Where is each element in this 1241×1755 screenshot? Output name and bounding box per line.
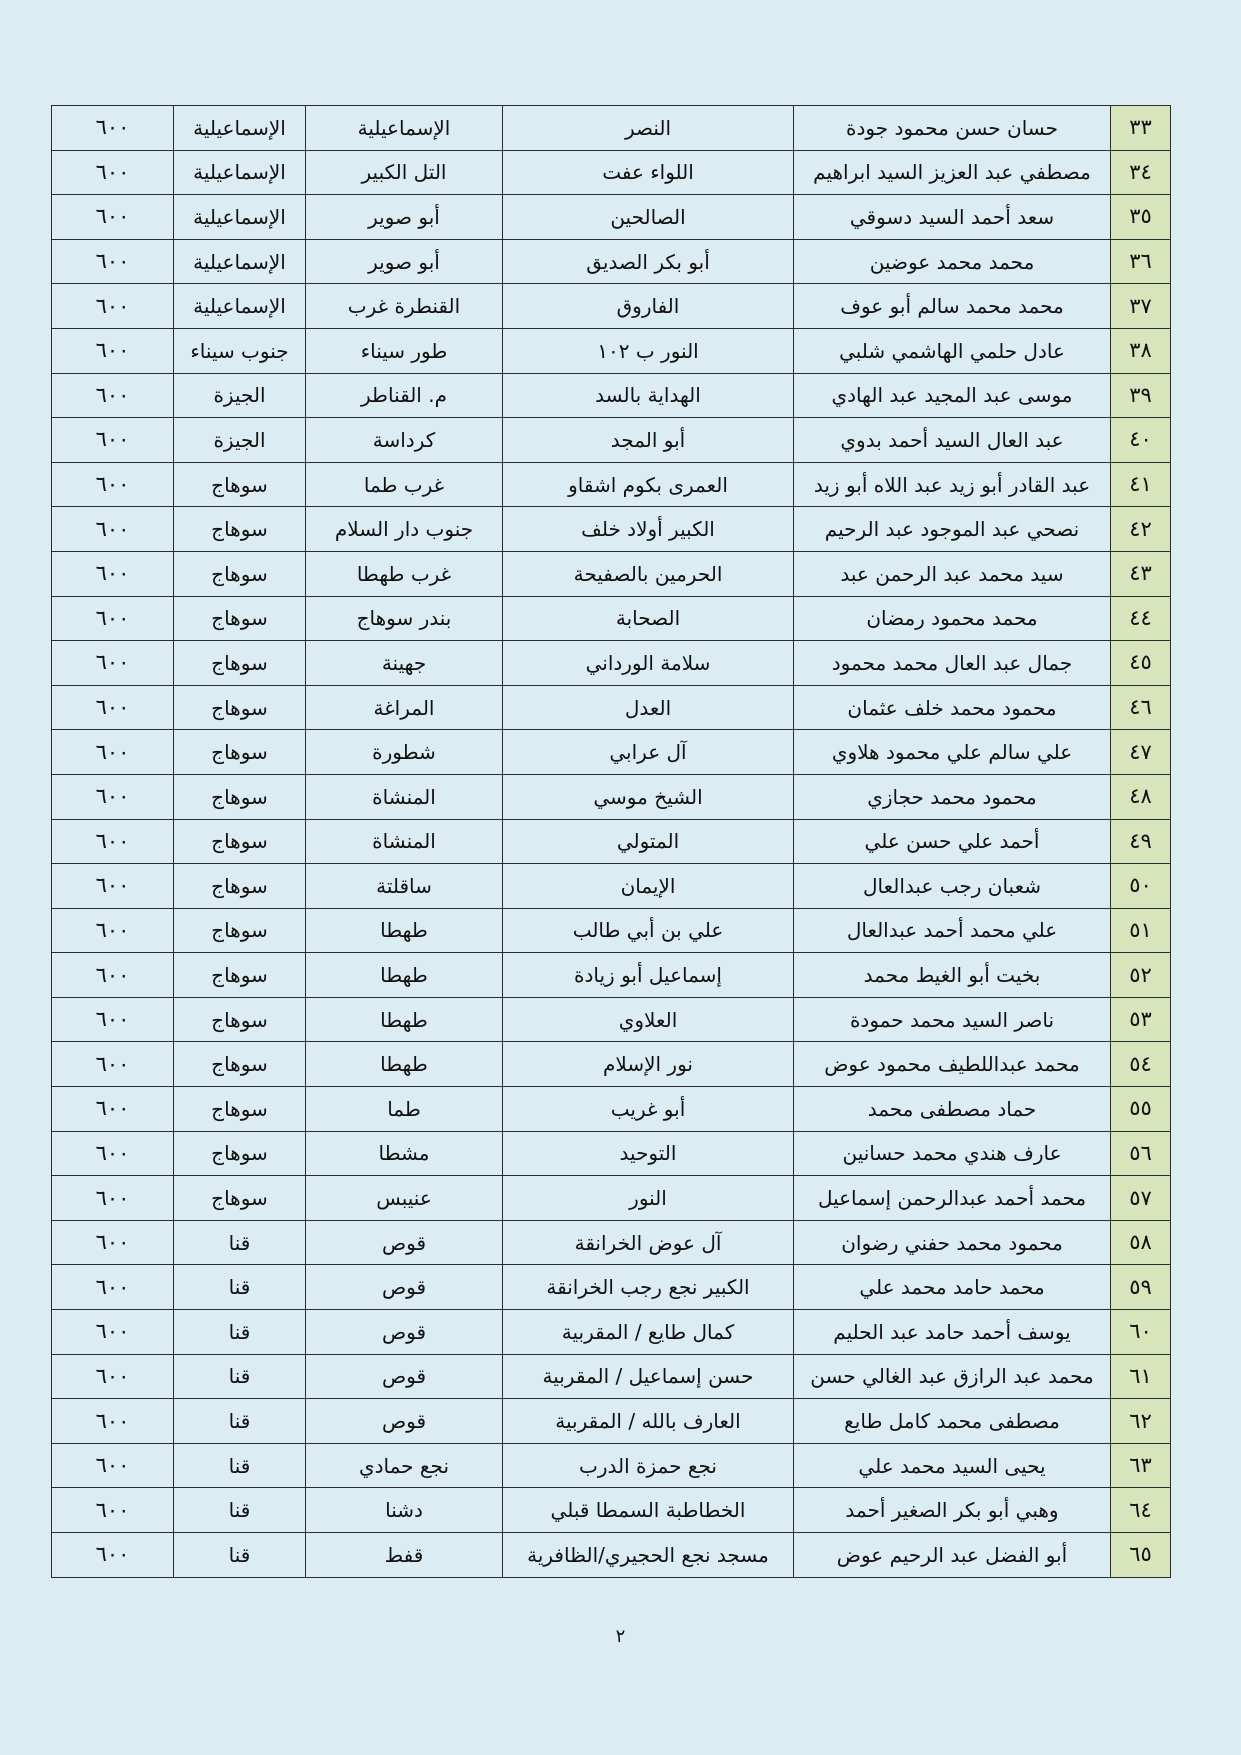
cell-imam-name: نصحي عبد الموجود عبد الرحيم xyxy=(794,507,1111,552)
cell-governorate: سوهاج xyxy=(174,507,306,552)
cell-governorate: قنا xyxy=(174,1533,306,1578)
cell-department: ساقلتة xyxy=(306,864,503,909)
table-row xyxy=(52,1220,1171,1265)
cell-imam-name: محمود محمد حفني رضوان xyxy=(794,1220,1111,1265)
cell-department: المنشاة xyxy=(306,819,503,864)
cell-imam-name: محمود محمد حجازي xyxy=(794,774,1111,819)
cell-governorate: سوهاج xyxy=(174,819,306,864)
cell-imam-name: عارف هندي محمد حسانين xyxy=(794,1131,1111,1176)
cell-department: نجع حمادي xyxy=(306,1443,503,1488)
cell-amount: ٦٠٠ xyxy=(52,1176,174,1221)
cell-imam-name: علي سالم علي محمود هلاوي xyxy=(794,730,1111,775)
cell-imam-name: سيد محمد عبد الرحمن عبد xyxy=(794,551,1111,596)
cell-department: التل الكبير xyxy=(306,150,503,195)
cell-amount: ٦٠٠ xyxy=(52,641,174,686)
cell-department: قوص xyxy=(306,1399,503,1444)
cell-imam-name: حماد مصطفى محمد xyxy=(794,1087,1111,1132)
cell-amount: ٦٠٠ xyxy=(52,106,174,151)
cell-serial-number: ٥٥ xyxy=(1111,1087,1171,1132)
cell-amount: ٦٠٠ xyxy=(52,1087,174,1132)
cell-governorate: سوهاج xyxy=(174,551,306,596)
cell-governorate: جنوب سيناء xyxy=(174,328,306,373)
cell-amount: ٦٠٠ xyxy=(52,730,174,775)
cell-serial-number: ٥١ xyxy=(1111,908,1171,953)
cell-serial-number: ٥٨ xyxy=(1111,1220,1171,1265)
table-row xyxy=(52,1354,1171,1399)
cell-serial-number: ٤٧ xyxy=(1111,730,1171,775)
cell-amount: ٦٠٠ xyxy=(52,1265,174,1310)
table-row xyxy=(52,284,1171,329)
cell-imam-name: أحمد علي حسن علي xyxy=(794,819,1111,864)
cell-serial-number: ٣٣ xyxy=(1111,106,1171,151)
cell-governorate: الإسماعيلية xyxy=(174,284,306,329)
cell-serial-number: ٤٢ xyxy=(1111,507,1171,552)
cell-mosque: الصحابة xyxy=(503,596,794,641)
cell-amount: ٦٠٠ xyxy=(52,596,174,641)
table-row xyxy=(52,953,1171,998)
cell-mosque: نجع حمزة الدرب xyxy=(503,1443,794,1488)
cell-amount: ٦٠٠ xyxy=(52,507,174,552)
cell-serial-number: ٤٤ xyxy=(1111,596,1171,641)
cell-department: طهطا xyxy=(306,1042,503,1087)
cell-governorate: سوهاج xyxy=(174,997,306,1042)
cell-amount: ٦٠٠ xyxy=(52,1042,174,1087)
cell-serial-number: ٤٥ xyxy=(1111,641,1171,686)
cell-imam-name: وهبي أبو بكر الصغير أحمد xyxy=(794,1488,1111,1533)
cell-governorate: سوهاج xyxy=(174,462,306,507)
table-row xyxy=(52,1533,1171,1578)
cell-imam-name: محمد محمد سالم أبو عوف xyxy=(794,284,1111,329)
cell-department: المنشاة xyxy=(306,774,503,819)
cell-imam-name: جمال عبد العال محمد محمود xyxy=(794,641,1111,686)
table-row xyxy=(52,1310,1171,1355)
table-row xyxy=(52,373,1171,418)
cell-amount: ٦٠٠ xyxy=(52,685,174,730)
page-number: ٢ xyxy=(615,1626,626,1647)
cell-imam-name: بخيت أبو الغيط محمد xyxy=(794,953,1111,998)
cell-imam-name: يوسف أحمد حامد عبد الحليم xyxy=(794,1310,1111,1355)
cell-imam-name: محمد محمد عوضين xyxy=(794,239,1111,284)
cell-amount: ٦٠٠ xyxy=(52,864,174,909)
table-row xyxy=(52,1042,1171,1087)
cell-imam-name: عبد القادر أبو زيد عبد اللاه أبو زيد xyxy=(794,462,1111,507)
cell-imam-name: مصطفي عبد العزيز السيد ابراهيم xyxy=(794,150,1111,195)
cell-mosque: الصالحين xyxy=(503,195,794,240)
cell-serial-number: ٥٣ xyxy=(1111,997,1171,1042)
table-row xyxy=(52,507,1171,552)
cell-governorate: سوهاج xyxy=(174,774,306,819)
cell-mosque: الفاروق xyxy=(503,284,794,329)
cell-serial-number: ٣٨ xyxy=(1111,328,1171,373)
table-row xyxy=(52,641,1171,686)
cell-governorate: الإسماعيلية xyxy=(174,150,306,195)
table-row xyxy=(52,195,1171,240)
cell-mosque: نور الإسلام xyxy=(503,1042,794,1087)
table-row xyxy=(52,1265,1171,1310)
cell-amount: ٦٠٠ xyxy=(52,462,174,507)
cell-mosque: آل عرابي xyxy=(503,730,794,775)
cell-governorate: سوهاج xyxy=(174,730,306,775)
cell-serial-number: ٤٦ xyxy=(1111,685,1171,730)
table-row xyxy=(52,1399,1171,1444)
cell-department: المراغة xyxy=(306,685,503,730)
cell-imam-name: عادل حلمي الهاشمي شلبي xyxy=(794,328,1111,373)
table-row xyxy=(52,462,1171,507)
cell-serial-number: ٦١ xyxy=(1111,1354,1171,1399)
cell-imam-name: سعد أحمد السيد دسوقي xyxy=(794,195,1111,240)
cell-mosque: مسجد نجع الحجيري/الظافرية xyxy=(503,1533,794,1578)
cell-amount: ٦٠٠ xyxy=(52,284,174,329)
cell-mosque: الهداية بالسد xyxy=(503,373,794,418)
table-row xyxy=(52,150,1171,195)
cell-mosque: العمرى بكوم اشقاو xyxy=(503,462,794,507)
cell-imam-name: محمود محمد خلف عثمان xyxy=(794,685,1111,730)
cell-department: أبو صوير xyxy=(306,195,503,240)
cell-imam-name: حسان حسن محمود جودة xyxy=(794,106,1111,151)
cell-mosque: أبو غريب xyxy=(503,1087,794,1132)
cell-amount: ٦٠٠ xyxy=(52,551,174,596)
table-row xyxy=(52,1176,1171,1221)
cell-mosque: النور ب ١٠٢ xyxy=(503,328,794,373)
cell-serial-number: ٤٠ xyxy=(1111,418,1171,463)
cell-serial-number: ٥٤ xyxy=(1111,1042,1171,1087)
cell-governorate: الإسماعيلية xyxy=(174,106,306,151)
cell-mosque: الكبير أولاد خلف xyxy=(503,507,794,552)
cell-governorate: الإسماعيلية xyxy=(174,195,306,240)
cell-department: بندر سوهاج xyxy=(306,596,503,641)
cell-serial-number: ٣٥ xyxy=(1111,195,1171,240)
imams-table xyxy=(51,105,1171,1578)
table-row xyxy=(52,239,1171,284)
cell-governorate: الإسماعيلية xyxy=(174,239,306,284)
table-row xyxy=(52,1443,1171,1488)
cell-mosque: علي بن أبي طالب xyxy=(503,908,794,953)
cell-department: جنوب دار السلام xyxy=(306,507,503,552)
cell-department: عنيبس xyxy=(306,1176,503,1221)
cell-amount: ٦٠٠ xyxy=(52,373,174,418)
cell-department: مشطا xyxy=(306,1131,503,1176)
cell-amount: ٦٠٠ xyxy=(52,195,174,240)
cell-department: قوص xyxy=(306,1354,503,1399)
cell-mosque: الحرمين بالصفيحة xyxy=(503,551,794,596)
cell-mosque: أبو المجد xyxy=(503,418,794,463)
cell-mosque: التوحيد xyxy=(503,1131,794,1176)
cell-mosque: النور xyxy=(503,1176,794,1221)
cell-imam-name: موسى عبد المجيد عبد الهادي xyxy=(794,373,1111,418)
cell-imam-name: علي محمد أحمد عبدالعال xyxy=(794,908,1111,953)
cell-serial-number: ٦٠ xyxy=(1111,1310,1171,1355)
cell-governorate: قنا xyxy=(174,1488,306,1533)
cell-amount: ٦٠٠ xyxy=(52,1220,174,1265)
table-row xyxy=(52,997,1171,1042)
cell-department: طهطا xyxy=(306,953,503,998)
cell-serial-number: ٥٧ xyxy=(1111,1176,1171,1221)
cell-department: قوص xyxy=(306,1265,503,1310)
cell-governorate: سوهاج xyxy=(174,1176,306,1221)
cell-amount: ٦٠٠ xyxy=(52,418,174,463)
cell-governorate: الجيزة xyxy=(174,418,306,463)
cell-governorate: قنا xyxy=(174,1220,306,1265)
cell-imam-name: محمد أحمد عبدالرحمن إسماعيل xyxy=(794,1176,1111,1221)
cell-governorate: سوهاج xyxy=(174,864,306,909)
cell-serial-number: ٥٢ xyxy=(1111,953,1171,998)
cell-serial-number: ٦٤ xyxy=(1111,1488,1171,1533)
cell-imam-name: محمد عبداللطيف محمود عوض xyxy=(794,1042,1111,1087)
cell-mosque: الكبير نجع رجب الخرانقة xyxy=(503,1265,794,1310)
table-row xyxy=(52,106,1171,151)
cell-amount: ٦٠٠ xyxy=(52,1488,174,1533)
cell-serial-number: ٥٦ xyxy=(1111,1131,1171,1176)
cell-serial-number: ٣٧ xyxy=(1111,284,1171,329)
cell-serial-number: ٥٩ xyxy=(1111,1265,1171,1310)
cell-serial-number: ٣٦ xyxy=(1111,239,1171,284)
cell-mosque: العدل xyxy=(503,685,794,730)
cell-department: شطورة xyxy=(306,730,503,775)
cell-governorate: سوهاج xyxy=(174,1042,306,1087)
cell-amount: ٦٠٠ xyxy=(52,774,174,819)
cell-governorate: قنا xyxy=(174,1310,306,1355)
cell-governorate: قنا xyxy=(174,1354,306,1399)
cell-mosque: العلاوي xyxy=(503,997,794,1042)
cell-governorate: سوهاج xyxy=(174,1131,306,1176)
cell-serial-number: ٥٠ xyxy=(1111,864,1171,909)
cell-amount: ٦٠٠ xyxy=(52,908,174,953)
cell-mosque: الشيخ موسي xyxy=(503,774,794,819)
cell-governorate: سوهاج xyxy=(174,596,306,641)
cell-governorate: قنا xyxy=(174,1443,306,1488)
cell-imam-name: مصطفى محمد كامل طايع xyxy=(794,1399,1111,1444)
cell-serial-number: ٤٩ xyxy=(1111,819,1171,864)
cell-serial-number: ٤٣ xyxy=(1111,551,1171,596)
cell-imam-name: شعبان رجب عبدالعال xyxy=(794,864,1111,909)
cell-department: قوص xyxy=(306,1220,503,1265)
cell-governorate: سوهاج xyxy=(174,953,306,998)
cell-serial-number: ٤١ xyxy=(1111,462,1171,507)
table-body xyxy=(52,106,1171,1578)
table-row xyxy=(52,774,1171,819)
cell-amount: ٦٠٠ xyxy=(52,1131,174,1176)
cell-mosque: كمال طايع / المقربية xyxy=(503,1310,794,1355)
cell-department: طهطا xyxy=(306,908,503,953)
cell-mosque: النصر xyxy=(503,106,794,151)
table-row xyxy=(52,685,1171,730)
cell-imam-name: ناصر السيد محمد حمودة xyxy=(794,997,1111,1042)
table-row xyxy=(52,328,1171,373)
cell-amount: ٦٠٠ xyxy=(52,953,174,998)
cell-department: م. القناطر xyxy=(306,373,503,418)
cell-amount: ٦٠٠ xyxy=(52,1533,174,1578)
cell-mosque: أبو بكر الصديق xyxy=(503,239,794,284)
table-row xyxy=(52,864,1171,909)
cell-department: دشنا xyxy=(306,1488,503,1533)
cell-amount: ٦٠٠ xyxy=(52,819,174,864)
cell-imam-name: محمد محمود رمضان xyxy=(794,596,1111,641)
cell-imam-name: يحيى السيد محمد علي xyxy=(794,1443,1111,1488)
cell-imam-name: محمد حامد محمد علي xyxy=(794,1265,1111,1310)
cell-serial-number: ٣٤ xyxy=(1111,150,1171,195)
table-row xyxy=(52,551,1171,596)
cell-governorate: سوهاج xyxy=(174,1087,306,1132)
cell-serial-number: ٦٣ xyxy=(1111,1443,1171,1488)
cell-mosque: سلامة الورداني xyxy=(503,641,794,686)
cell-amount: ٦٠٠ xyxy=(52,1354,174,1399)
table-row xyxy=(52,908,1171,953)
cell-department: أبو صوير xyxy=(306,239,503,284)
cell-governorate: سوهاج xyxy=(174,908,306,953)
table-row xyxy=(52,1131,1171,1176)
cell-imam-name: أبو الفضل عبد الرحيم عوض xyxy=(794,1533,1111,1578)
cell-amount: ٦٠٠ xyxy=(52,1443,174,1488)
cell-serial-number: ٦٢ xyxy=(1111,1399,1171,1444)
cell-department: الإسماعيلية xyxy=(306,106,503,151)
table-row xyxy=(52,418,1171,463)
cell-department: طهطا xyxy=(306,997,503,1042)
cell-amount: ٦٠٠ xyxy=(52,1310,174,1355)
cell-amount: ٦٠٠ xyxy=(52,997,174,1042)
cell-governorate: قنا xyxy=(174,1265,306,1310)
cell-amount: ٦٠٠ xyxy=(52,328,174,373)
cell-department: كرداسة xyxy=(306,418,503,463)
cell-department: قوص xyxy=(306,1310,503,1355)
cell-governorate: سوهاج xyxy=(174,641,306,686)
cell-mosque: اللواء عفت xyxy=(503,150,794,195)
cell-serial-number: ٣٩ xyxy=(1111,373,1171,418)
table-row xyxy=(52,730,1171,775)
cell-governorate: قنا xyxy=(174,1399,306,1444)
cell-department: جهينة xyxy=(306,641,503,686)
cell-mosque: المتولي xyxy=(503,819,794,864)
cell-department: طما xyxy=(306,1087,503,1132)
cell-mosque: آل عوض الخرانقة xyxy=(503,1220,794,1265)
cell-mosque: الإيمان xyxy=(503,864,794,909)
cell-department: غرب طما xyxy=(306,462,503,507)
table-row xyxy=(52,819,1171,864)
cell-governorate: سوهاج xyxy=(174,685,306,730)
cell-amount: ٦٠٠ xyxy=(52,150,174,195)
table-row xyxy=(52,596,1171,641)
cell-mosque: حسن إسماعيل / المقربية xyxy=(503,1354,794,1399)
cell-mosque: الخطاطبة السمطا قبلي xyxy=(503,1488,794,1533)
cell-mosque: إسماعيل أبو زيادة xyxy=(503,953,794,998)
table-row xyxy=(52,1488,1171,1533)
cell-serial-number: ٤٨ xyxy=(1111,774,1171,819)
cell-department: طور سيناء xyxy=(306,328,503,373)
cell-department: قفط xyxy=(306,1533,503,1578)
cell-mosque: العارف بالله / المقربية xyxy=(503,1399,794,1444)
cell-amount: ٦٠٠ xyxy=(52,1399,174,1444)
cell-governorate: الجيزة xyxy=(174,373,306,418)
cell-imam-name: عبد العال السيد أحمد بدوي xyxy=(794,418,1111,463)
cell-serial-number: ٦٥ xyxy=(1111,1533,1171,1578)
cell-imam-name: محمد عبد الرازق عبد الغالي حسن xyxy=(794,1354,1111,1399)
table-row xyxy=(52,1087,1171,1132)
cell-amount: ٦٠٠ xyxy=(52,239,174,284)
cell-department: غرب طهطا xyxy=(306,551,503,596)
cell-department: القنطرة غرب xyxy=(306,284,503,329)
